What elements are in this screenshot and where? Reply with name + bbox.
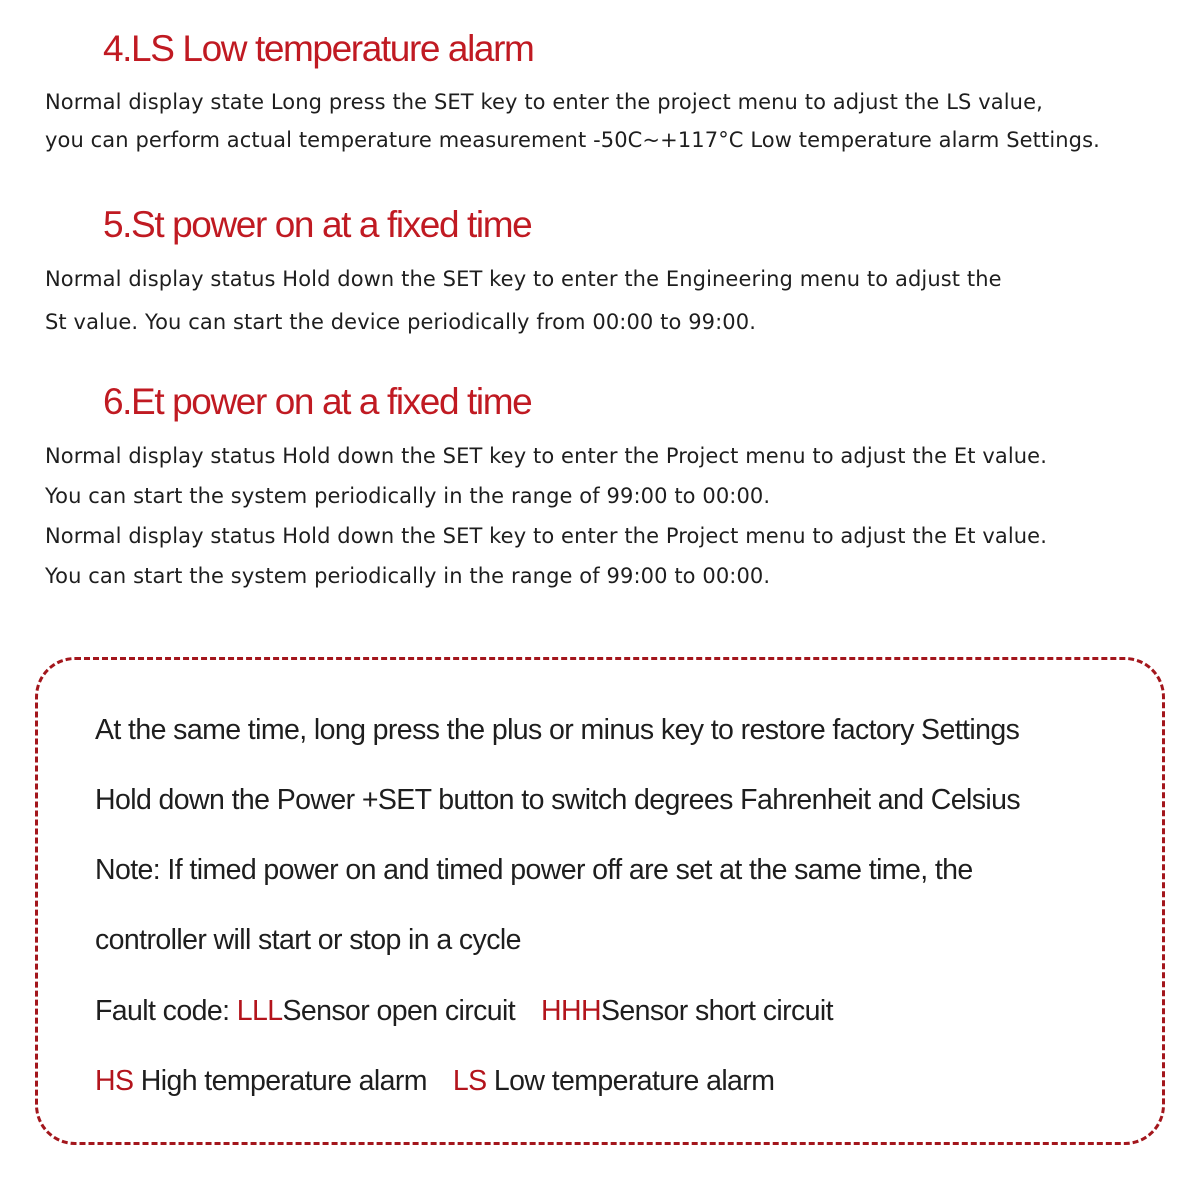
fault-code-hhh: HHH [541,995,601,1027]
alarm-code-ls-desc: Low temperature alarm [486,1065,775,1097]
section-heading-ls-low-temp-alarm: 4.LS Low temperature alarm [103,28,534,69]
note-unit-switch: Hold down the Power +SET button to switch degrees Fahrenheit and Celsius [95,784,1021,816]
section-ls-text-line: you can perform actual temperature measurement -50C~+117°C Low temperature alarm Settings. [45,128,1100,152]
section-st-text-line: Normal display status Hold down the SET key to enter the Engineering menu to adjust the [45,267,1002,291]
alarm-code-hs: HS [95,1065,134,1097]
section-et-text-line: You can start the system periodically in the range of 99:00 to 00:00. [45,484,771,508]
fault-code-line [95,995,833,1028]
alarm-code-ls: LS [452,1065,487,1097]
section-st-text-line: St value. You can start the device periodically from 00:00 to 99:00. [45,310,757,334]
section-et-text-line: Normal display status Hold down the SET key to enter the Project menu to adjust the Et value. [45,444,1047,468]
section-et-text-line: You can start the system periodically in the range of 99:00 to 00:00. [45,564,771,588]
alarm-code-line [95,1065,774,1098]
note-factory-reset: At the same time, long press the plus or minus key to restore factory Settings [95,714,1020,746]
section-et-text-line: Normal display status Hold down the SET key to enter the Project menu to adjust the Et value. [45,524,1047,548]
alarm-code-hs-desc: High temperature alarm [133,1065,427,1097]
fault-code-lll-desc: Sensor open circuit [282,995,516,1027]
fault-code-label: Fault code: [95,995,237,1027]
fault-code-hhh-desc: Sensor short circuit [601,995,833,1027]
note-timed-cycle-cont: controller will start or stop in a cycle [95,924,521,956]
fault-code-lll: LLL [236,995,283,1027]
section-heading-st-power-on: 5.St power on at a fixed time [103,204,532,245]
note-timed-cycle: Note: If timed power on and timed power off are set at the same time, the [95,854,973,886]
section-heading-et-power-on: 6.Et power on at a fixed time [103,381,532,422]
section-ls-text-line: Normal display state Long press the SET key to enter the project menu to adjust the LS value, [45,90,1043,114]
